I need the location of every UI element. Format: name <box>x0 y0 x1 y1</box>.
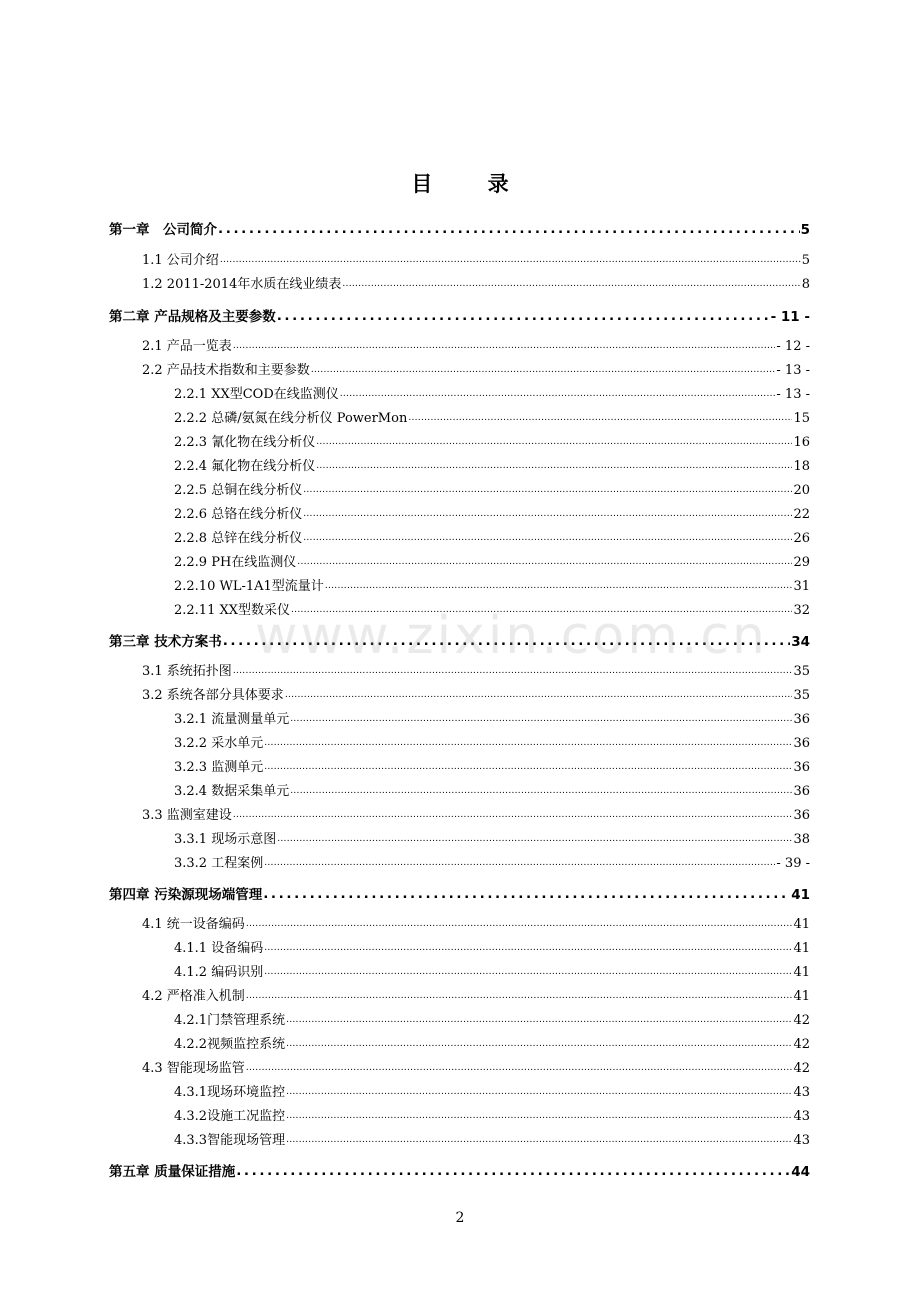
toc-entry-page: - 13 - <box>776 387 810 402</box>
toc-leader-dots <box>246 989 793 1005</box>
toc-leader-dots <box>303 483 792 499</box>
toc-entry-page: 32 <box>793 603 810 618</box>
toc-entry-label: 3.1 系统拓扑图 <box>142 664 232 679</box>
toc-leader-dots <box>290 712 792 728</box>
toc-entry-page: 44 <box>791 1164 810 1180</box>
toc-entry-page: 5 <box>800 222 810 238</box>
toc-entry[interactable] <box>174 832 810 848</box>
toc-entry-label: 4.3.2设施工况监控 <box>174 1109 286 1124</box>
toc-leader-dots <box>223 634 791 650</box>
toc-entry-label: 4.3 智能现场监管 <box>142 1061 245 1076</box>
toc-entry-label: 4.3.3智能现场管理 <box>174 1133 286 1148</box>
toc-entry-label: 4.1.2 编码识别 <box>174 965 264 980</box>
toc-entry-label: 4.2.1门禁管理系统 <box>174 1013 286 1028</box>
toc-leader-dots <box>290 784 792 800</box>
toc-entry[interactable] <box>174 435 810 451</box>
toc-entry-page: 36 <box>793 784 810 799</box>
toc-entry-label: 第三章 技术方案书 <box>109 634 222 650</box>
toc-leader-dots <box>311 363 776 379</box>
toc-entry-label: 3.2.3 监测单元 <box>174 760 264 775</box>
toc-leader-dots <box>233 339 776 355</box>
toc-entry-page: 34 <box>791 634 810 650</box>
toc-entry-label: 2.2.5 总铜在线分析仪 <box>174 483 303 498</box>
toc-entry[interactable] <box>174 459 810 475</box>
toc-leader-dots <box>340 387 776 403</box>
toc-leader-dots <box>303 507 792 523</box>
toc-leader-dots <box>303 531 792 547</box>
toc-entry[interactable] <box>174 965 810 981</box>
toc-entry-page: 29 <box>793 555 810 570</box>
toc-entry-label: 2.2.11 XX型数采仪 <box>174 603 290 618</box>
toc-entry-label: 4.1.1 设备编码 <box>174 941 264 956</box>
toc-entry-label: 4.2.2视频监控系统 <box>174 1037 286 1052</box>
toc-entry[interactable] <box>142 664 810 680</box>
toc-entry-label: 2.2.1 XX型COD在线监测仪 <box>174 387 339 402</box>
toc-entry[interactable] <box>174 411 810 427</box>
toc-entry-page: 18 <box>793 459 810 474</box>
toc-entry-page: - 13 - <box>776 363 810 378</box>
toc-entry-label: 2.2.8 总锌在线分析仪 <box>174 531 303 546</box>
toc-entry-page: 43 <box>793 1109 810 1124</box>
toc-entry-label: 2.2.2 总磷/氨氮在线分析仪 PowerMon <box>174 411 408 426</box>
toc-entry[interactable] <box>174 1013 810 1029</box>
toc-entry-page: 31 <box>793 579 810 594</box>
toc-entry-label: 1.2 2011-2014年水质在线业绩表 <box>142 277 342 292</box>
toc-entry[interactable] <box>174 1109 810 1125</box>
toc-entry-page: 41 <box>793 965 810 980</box>
toc-entry[interactable] <box>142 989 810 1005</box>
toc-entry-page: 26 <box>793 531 810 546</box>
toc-entry-label: 2.1 产品一览表 <box>142 339 232 354</box>
toc-entry-label: 2.2 产品技术指数和主要参数 <box>142 363 310 378</box>
toc-leader-dots <box>264 856 775 872</box>
toc-entry-page: 8 <box>801 277 810 292</box>
toc-leader-dots <box>286 1133 792 1149</box>
toc-entry[interactable] <box>174 603 810 619</box>
toc-leader-dots <box>316 435 792 451</box>
toc-entry-label: 2.2.6 总铬在线分析仪 <box>174 507 303 522</box>
toc-entry-page: 35 <box>793 664 810 679</box>
toc-leader-dots <box>277 832 792 848</box>
toc-entry[interactable] <box>174 1133 810 1149</box>
toc-entry[interactable] <box>174 712 810 728</box>
toc-entry[interactable] <box>174 507 810 523</box>
toc-entry-page: 20 <box>793 483 810 498</box>
toc-entry-label: 1.1 公司介绍 <box>142 253 219 268</box>
toc-entry-label: 2.2.9 PH在线监测仪 <box>174 555 297 570</box>
toc-entry-label: 3.3.1 现场示意图 <box>174 832 277 847</box>
toc-leader-dots <box>325 579 793 595</box>
toc-entry-label: 2.2.4 氟化物在线分析仪 <box>174 459 316 474</box>
page-number: 2 <box>455 1210 465 1226</box>
toc-entry-page: 43 <box>793 1085 810 1100</box>
toc-leader-dots <box>246 1061 793 1077</box>
toc-entry-page: 35 <box>793 688 810 703</box>
toc-entry[interactable] <box>142 253 810 269</box>
toc-leader-dots <box>264 941 792 957</box>
toc-entry-page: - 11 - <box>770 309 810 325</box>
toc-leader-dots <box>286 1085 792 1101</box>
toc-entry[interactable] <box>174 760 810 776</box>
toc-entry-label: 3.2.4 数据采集单元 <box>174 784 290 799</box>
toc-leader-dots <box>277 309 770 325</box>
toc-entry-page: 36 <box>793 808 810 823</box>
toc-entry[interactable] <box>142 808 810 824</box>
toc-entry-label: 第一章 公司简介 <box>109 222 217 238</box>
toc-entry-page: 42 <box>793 1013 810 1028</box>
toc-entry[interactable] <box>142 688 810 704</box>
toc-leader-dots <box>286 1109 792 1125</box>
toc-entry[interactable] <box>174 784 810 800</box>
toc-entry[interactable] <box>174 387 810 403</box>
toc-entry-page: 42 <box>793 1061 810 1076</box>
toc-entry[interactable] <box>174 856 810 872</box>
toc-entry-page: 36 <box>793 736 810 751</box>
toc-entry[interactable] <box>142 363 810 379</box>
toc-leader-dots <box>246 917 793 933</box>
toc-entry[interactable] <box>109 634 810 650</box>
toc-leader-dots <box>218 222 800 238</box>
toc-leader-dots <box>286 1013 792 1029</box>
toc-entry[interactable] <box>142 339 810 355</box>
toc-entry[interactable] <box>109 309 810 325</box>
watermark: www.zixin.com.cn <box>255 606 768 666</box>
toc-leader-dots <box>220 253 801 269</box>
toc-entry-page: 36 <box>793 712 810 727</box>
toc-entry-label: 第五章 质量保证措施 <box>109 1164 236 1180</box>
toc-leader-dots <box>264 965 792 981</box>
toc-entry-page: - 39 - <box>776 856 810 871</box>
toc-leader-dots <box>264 760 792 776</box>
toc-entry-page: 41 <box>793 941 810 956</box>
toc-leader-dots <box>264 736 792 752</box>
toc-leader-dots <box>297 555 792 571</box>
toc-leader-dots <box>291 603 792 619</box>
toc-leader-dots <box>233 664 793 680</box>
toc-entry-page: 41 <box>793 989 810 1004</box>
toc-entry[interactable] <box>109 222 810 238</box>
toc-entry[interactable] <box>174 579 810 595</box>
toc-leader-dots <box>342 277 800 293</box>
toc-leader-dots <box>316 459 792 475</box>
toc-entry-page: 22 <box>793 507 810 522</box>
toc-entry-page: 43 <box>793 1133 810 1148</box>
toc-entry[interactable] <box>109 887 810 903</box>
toc-entry-page: - 12 - <box>776 339 810 354</box>
toc-entry[interactable] <box>174 1085 810 1101</box>
toc-entry-label: 第二章 产品规格及主要参数 <box>109 309 276 325</box>
toc-leader-dots <box>408 411 792 427</box>
toc-entry[interactable] <box>174 941 810 957</box>
toc-entry-page: 38 <box>793 832 810 847</box>
toc-leader-dots <box>286 1037 792 1053</box>
toc-entry-label: 3.2 系统各部分具体要求 <box>142 688 284 703</box>
toc-entry[interactable] <box>174 736 810 752</box>
toc-entry-page: 41 <box>791 887 810 903</box>
toc-entry-label: 3.3.2 工程案例 <box>174 856 264 871</box>
toc-entry[interactable] <box>174 483 810 499</box>
toc-entry[interactable] <box>142 917 810 933</box>
toc-leader-dots <box>233 808 793 824</box>
toc-entry-page: 16 <box>793 435 810 450</box>
toc-entry[interactable] <box>142 1061 810 1077</box>
toc-entry-page: 42 <box>793 1037 810 1052</box>
toc-entry-label: 4.2 严格准入机制 <box>142 989 245 1004</box>
toc-entry-page: 5 <box>801 253 810 268</box>
toc-leader-dots <box>285 688 793 704</box>
toc-entry-page: 36 <box>793 760 810 775</box>
toc-entry[interactable] <box>174 531 810 547</box>
toc-leader-dots <box>263 887 790 903</box>
toc-entry-label: 2.2.3 氰化物在线分析仪 <box>174 435 316 450</box>
toc-entry[interactable] <box>174 555 810 571</box>
toc-title: 目 录 <box>411 172 533 196</box>
toc-entry[interactable] <box>109 1164 810 1180</box>
toc-entry-label: 4.1 统一设备编码 <box>142 917 245 932</box>
toc-entry-label: 4.3.1现场环境监控 <box>174 1085 286 1100</box>
toc-entry-label: 3.2.2 采水单元 <box>174 736 264 751</box>
toc-entry-label: 3.2.1 流量测量单元 <box>174 712 290 727</box>
toc-entry[interactable] <box>174 1037 810 1053</box>
toc-entry-page: 41 <box>793 917 810 932</box>
toc-entry-label: 第四章 污染源现场端管理 <box>109 887 263 903</box>
toc-entry-label: 2.2.10 WL-1A1型流量计 <box>174 579 324 594</box>
toc-entry[interactable] <box>142 277 810 293</box>
toc-leader-dots <box>236 1164 790 1180</box>
toc-entry-page: 15 <box>793 411 810 426</box>
toc-entry-label: 3.3 监测室建设 <box>142 808 232 823</box>
